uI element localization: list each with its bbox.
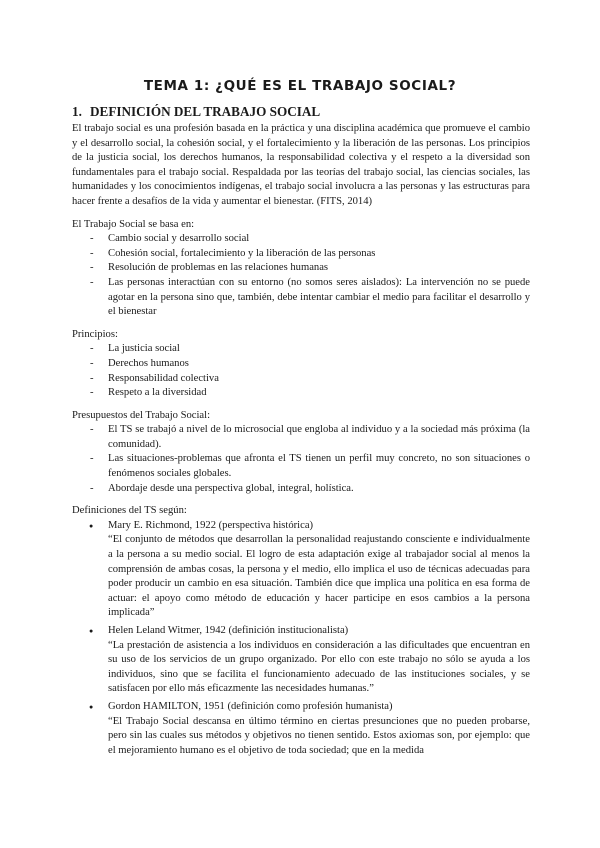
definiciones-label: Definiciones del TS según:	[72, 505, 187, 517]
list-item: - Cohesión social, fortalecimiento y la liberación de las personas	[72, 247, 530, 262]
section-number: 1.	[72, 104, 82, 119]
list-item: - Abordaje desde una perspectiva global, integral, holística.	[72, 482, 530, 497]
definition-quote: “La prestación de asistencia a los individuos en consideración a las dificultades que encuentran en su uso de los servicios de un grupo organizado. Por ello con este trabajo no sólo se ayuda a los individuos, sino que se facilita el funcionamiento adecuado de las instituciones sociales, y se satisfacen por ello más eficazmente las necesidades humanas.”	[108, 639, 530, 695]
definition-author: ● Gordon HAMILTON, 1951 (definición como profesión humanista)	[108, 700, 393, 712]
principios-label: Principios:	[72, 328, 118, 340]
list-item: - Las personas interactúan con su entorno (no somos seres aislados): La intervención no se puede agotar en la persona sino que, también, debe intentar cambiar el medio para facilitar el desarrollo y el bienestar	[72, 276, 530, 320]
list-item: - Respeto a la diversidad	[72, 386, 530, 401]
definition-quote: “El Trabajo Social descansa en último término en ciertas presunciones que no pueden probarse, pero sin las cuales sus métodos y objetivos no tienen sentido. Estos axiomas son, por ejemplo: que el mejoramiento humano es el objetivo de toda sociedad; que en la medida	[108, 715, 530, 756]
bases-list	[72, 232, 530, 320]
section-heading	[72, 104, 530, 120]
definition-item	[72, 700, 530, 758]
definition-item	[72, 519, 530, 621]
list-item: - Las situaciones-problemas que afronta el TS tienen un perfil muy concreto, no son situaciones o fenómenos sociales globales.	[72, 452, 530, 481]
document-title: TEMA 1: ¿QUÉ ES EL TRABAJO SOCIAL?	[143, 78, 457, 94]
presupuestos-list	[72, 423, 530, 496]
principios-list	[72, 342, 530, 400]
list-item: - Resolución de problemas en las relaciones humanas	[72, 261, 530, 276]
presupuestos-label: Presupuestos del Trabajo Social:	[72, 409, 211, 421]
definiciones-list	[72, 519, 530, 759]
list-item: - El TS se trabajó a nivel de lo microsocial que engloba al individuo y a la sociedad más próxima (la comunidad).	[72, 423, 530, 452]
definition-author: ● Helen Leland Witmer, 1942 (definición institucionalista)	[108, 625, 349, 636]
intro-paragraph: El trabajo social es una profesión basada en la práctica y una disciplina académica que promueve el cambio y el desarrollo social, la cohesión social, y el fortalecimiento y la liberación de las personas. Los principios de la justicia social, los derechos humanos, la responsabilidad colectiva y el respeto a la diversidad son fundamentales para el trabajo social. Respaldada por las teorías del trabajo social, las ciencias sociales, las humanidades y los conocimientos indígenas, el trabajo social involucra a las personas y las estructuras para hacer frente a desafíos de la vida y aumentar el bienestar. (FITS, 2014)	[72, 123, 530, 207]
bases-label: El Trabajo Social se basa en:	[72, 218, 195, 230]
list-item: - La justicia social	[72, 342, 530, 357]
list-item: - Cambio social y desarrollo social	[72, 232, 530, 247]
definition-quote: “El conjunto de métodos que desarrollan la personalidad reajustando consciente e individualmente a la persona a su medio social. El logro de esta adaptación exige al trabajador social al menos la comprensión de ambas cosas, la persona y el medio, ello implica el uso de técnicas adecuadas para poder producir un cambio en esa situación. También dice que implica una política en esa forma de actuar: el apoyo como método de educación y hacer participe en esos cambios a la persona implicada”	[108, 534, 530, 619]
list-item: - Derechos humanos	[72, 357, 530, 372]
list-item: - Responsabilidad colectiva	[72, 372, 530, 387]
section-title: DEFINICIÓN DEL TRABAJO SOCIAL	[90, 104, 321, 119]
document-body	[72, 104, 530, 758]
definition-author: ● Mary E. Richmond, 1922 (perspectiva histórica)	[108, 519, 314, 531]
definition-item	[72, 624, 530, 697]
